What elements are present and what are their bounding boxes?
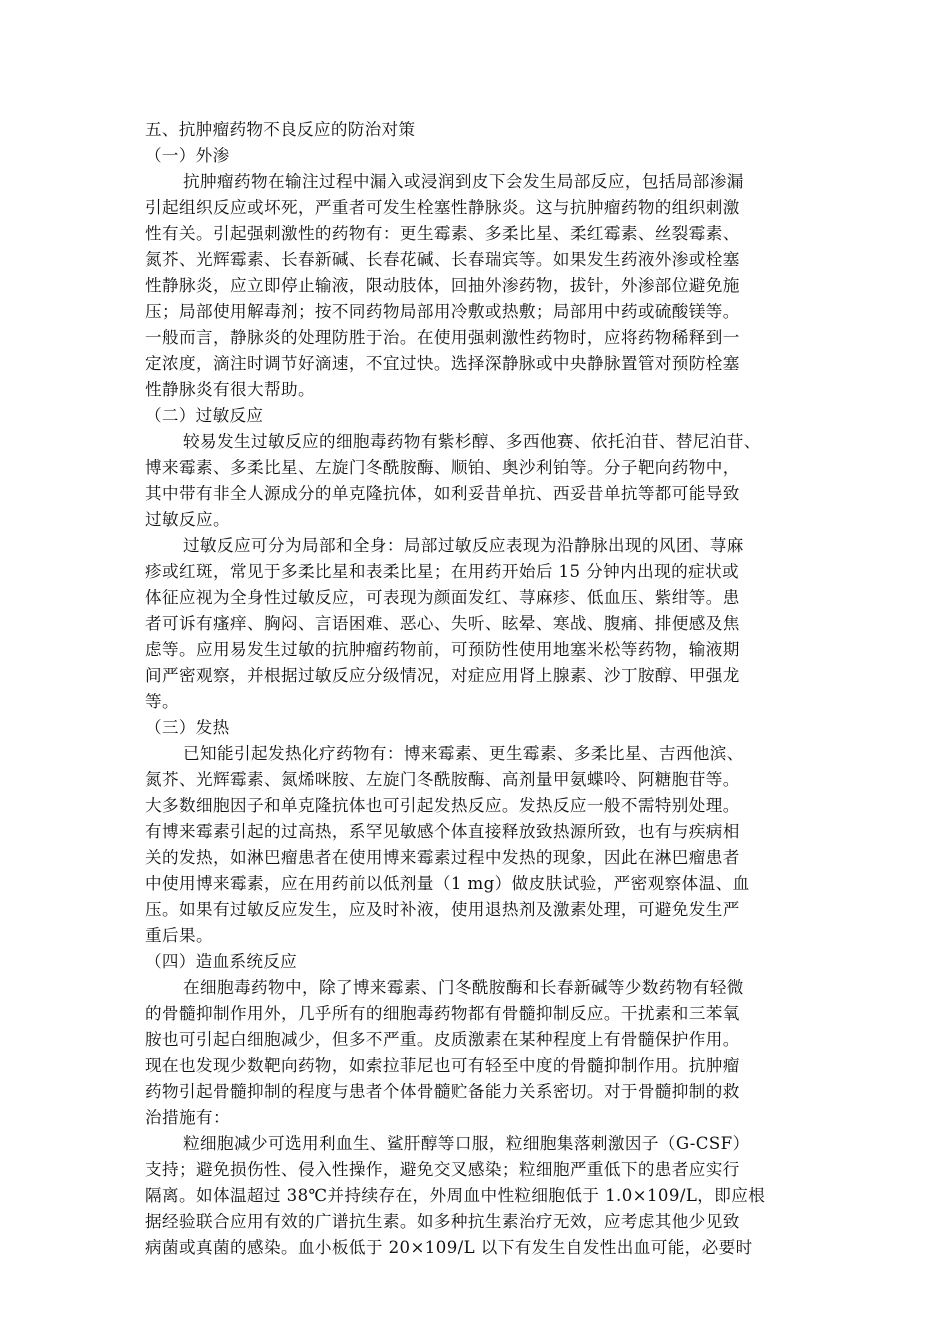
text-line: 压；局部使用解毒剂；按不同药物局部用冷敷或热敷；局部用中药或硫酸镁等。	[145, 302, 740, 321]
section-heading: （二）过敏反应	[145, 406, 264, 425]
text-line: 间严密观察，并根据过敏反应分级情况，对症应用肾上腺素、沙丁胺醇、甲强龙	[145, 666, 740, 685]
text-line: 性静脉炎有很大帮助。	[145, 380, 315, 399]
text-line: 中使用博来霉素，应在用药前以低剂量（1 mg）做皮肤试验，严密观察体温、血	[145, 874, 750, 893]
section-heading: （四）造血系统反应	[145, 952, 298, 971]
text-line: 药物引起骨髓抑制的程度与患者个体骨髓贮备能力关系密切。对于骨髓抑制的救	[145, 1082, 740, 1101]
paragraph	[145, 741, 810, 949]
section-heading: （一）外渗	[145, 146, 230, 165]
text-line: 一般而言，静脉炎的处理防胜于治。在使用强刺激性药物时，应将药物稀释到一	[145, 328, 740, 347]
text-line: 在细胞毒药物中，除了博来霉素、门冬酰胺酶和长春新碱等少数药物有轻微	[183, 978, 744, 997]
text-line: 定浓度，滴注时调节好滴速，不宜过快。选择深静脉或中央静脉置管对预防栓塞	[145, 354, 740, 373]
paragraph	[145, 533, 810, 715]
text-line: 性有关。引起强刺激性的药物有：更生霉素、多柔比星、柔红霉素、丝裂霉素、	[145, 224, 740, 243]
text-line: 其中带有非全人源成分的单克隆抗体，如利妥昔单抗、西妥昔单抗等都可能导致	[145, 484, 740, 503]
text-line: 虑等。应用易发生过敏的抗肿瘤药物前，可预防性使用地塞米松等药物，输液期	[145, 640, 740, 659]
paragraph	[145, 975, 810, 1131]
text-line: 支持；避免损伤性、侵入性操作，避免交叉感染；粒细胞严重低下的患者应实行	[145, 1160, 740, 1179]
text-line: 重后果。	[145, 926, 213, 945]
document-page	[145, 117, 810, 1261]
text-line: 隔离。如体温超过 38℃并持续存在，外周血中性粒细胞低于 1.0×109/L，即应根	[145, 1186, 766, 1205]
text-line: 胺也可引起白细胞减少，但多不严重。皮质激素在某种程度上有骨髓保护作用。	[145, 1030, 740, 1049]
text-line: 压。如果有过敏反应发生，应及时补液，使用退热剂及激素处理，可避免发生严	[145, 900, 740, 919]
text-line: 较易发生过敏反应的细胞毒药物有紫杉醇、多西他赛、依托泊苷、替尼泊苷、	[183, 432, 761, 451]
text-line: 粒细胞减少可选用利血生、鲨肝醇等口服，粒细胞集落刺激因子（G-CSF）	[183, 1134, 750, 1153]
text-line: 治措施有：	[145, 1108, 230, 1127]
paragraph	[145, 429, 810, 533]
text-line: 疹或红斑，常见于多柔比星和表柔比星；在用药开始后 15 分钟内出现的症状或	[145, 562, 740, 581]
text-line: 抗肿瘤药物在输注过程中漏入或浸润到皮下会发生局部反应，包括局部渗漏	[183, 172, 744, 191]
paragraph	[145, 1131, 810, 1261]
text-line: 大多数细胞因子和单克隆抗体也可引起发热反应。发热反应一般不需特别处理。	[145, 796, 740, 815]
text-line: 引起组织反应或坏死，严重者可发生栓塞性静脉炎。这与抗肿瘤药物的组织刺激	[145, 198, 740, 217]
text-line: 据经验联合应用有效的广谱抗生素。如多种抗生素治疗无效，应考虑其他少见致	[145, 1212, 740, 1231]
text-line: 关的发热，如淋巴瘤患者在使用博来霉素过程中发热的现象，因此在淋巴瘤患者	[145, 848, 740, 867]
section-heading: （三）发热	[145, 718, 230, 737]
text-line: 性静脉炎，应立即停止输液，限动肢体，回抽外渗药物，拔针，外渗部位避免施	[145, 276, 740, 295]
text-line: 者可诉有瘙痒、胸闷、言语困难、恶心、失听、眩晕、寒战、腹痛、排便感及焦	[145, 614, 740, 633]
text-line: 博来霉素、多柔比星、左旋门冬酰胺酶、顺铂、奥沙利铂等。分子靶向药物中，	[145, 458, 740, 477]
text-line: 已知能引起发热化疗药物有：博来霉素、更生霉素、多柔比星、吉西他滨、	[183, 744, 744, 763]
text-line: 氮芥、光辉霉素、长春新碱、长春花碱、长春瑞宾等。如果发生药液外渗或栓塞	[145, 250, 740, 269]
text-line: 过敏反应可分为局部和全身：局部过敏反应表现为沿静脉出现的风团、荨麻	[183, 536, 744, 555]
text-line: 现在也发现少数靶向药物，如索拉菲尼也可有轻至中度的骨髓抑制作用。抗肿瘤	[145, 1056, 740, 1075]
text-line: 等。	[145, 692, 179, 711]
text-line: 氮芥、光辉霉素、氮烯咪胺、左旋门冬酰胺酶、高剂量甲氨蝶呤、阿糖胞苷等。	[145, 770, 740, 789]
document-title: 五、抗肿瘤药物不良反应的防治对策	[145, 120, 416, 139]
text-line: 的骨髓抑制作用外，几乎所有的细胞毒药物都有骨髓抑制反应。干扰素和三苯氧	[145, 1004, 740, 1023]
text-line: 过敏反应。	[145, 510, 230, 529]
text-line: 体征应视为全身性过敏反应，可表现为颜面发红、荨麻疹、低血压、紫绀等。患	[145, 588, 740, 607]
text-line: 有博来霉素引起的过高热，系罕见敏感个体直接释放致热源所致，也有与疾病相	[145, 822, 740, 841]
text-line: 病菌或真菌的感染。血小板低于 20×109/L 以下有发生自发性出血可能，必要时	[145, 1238, 753, 1257]
paragraph	[145, 169, 810, 403]
